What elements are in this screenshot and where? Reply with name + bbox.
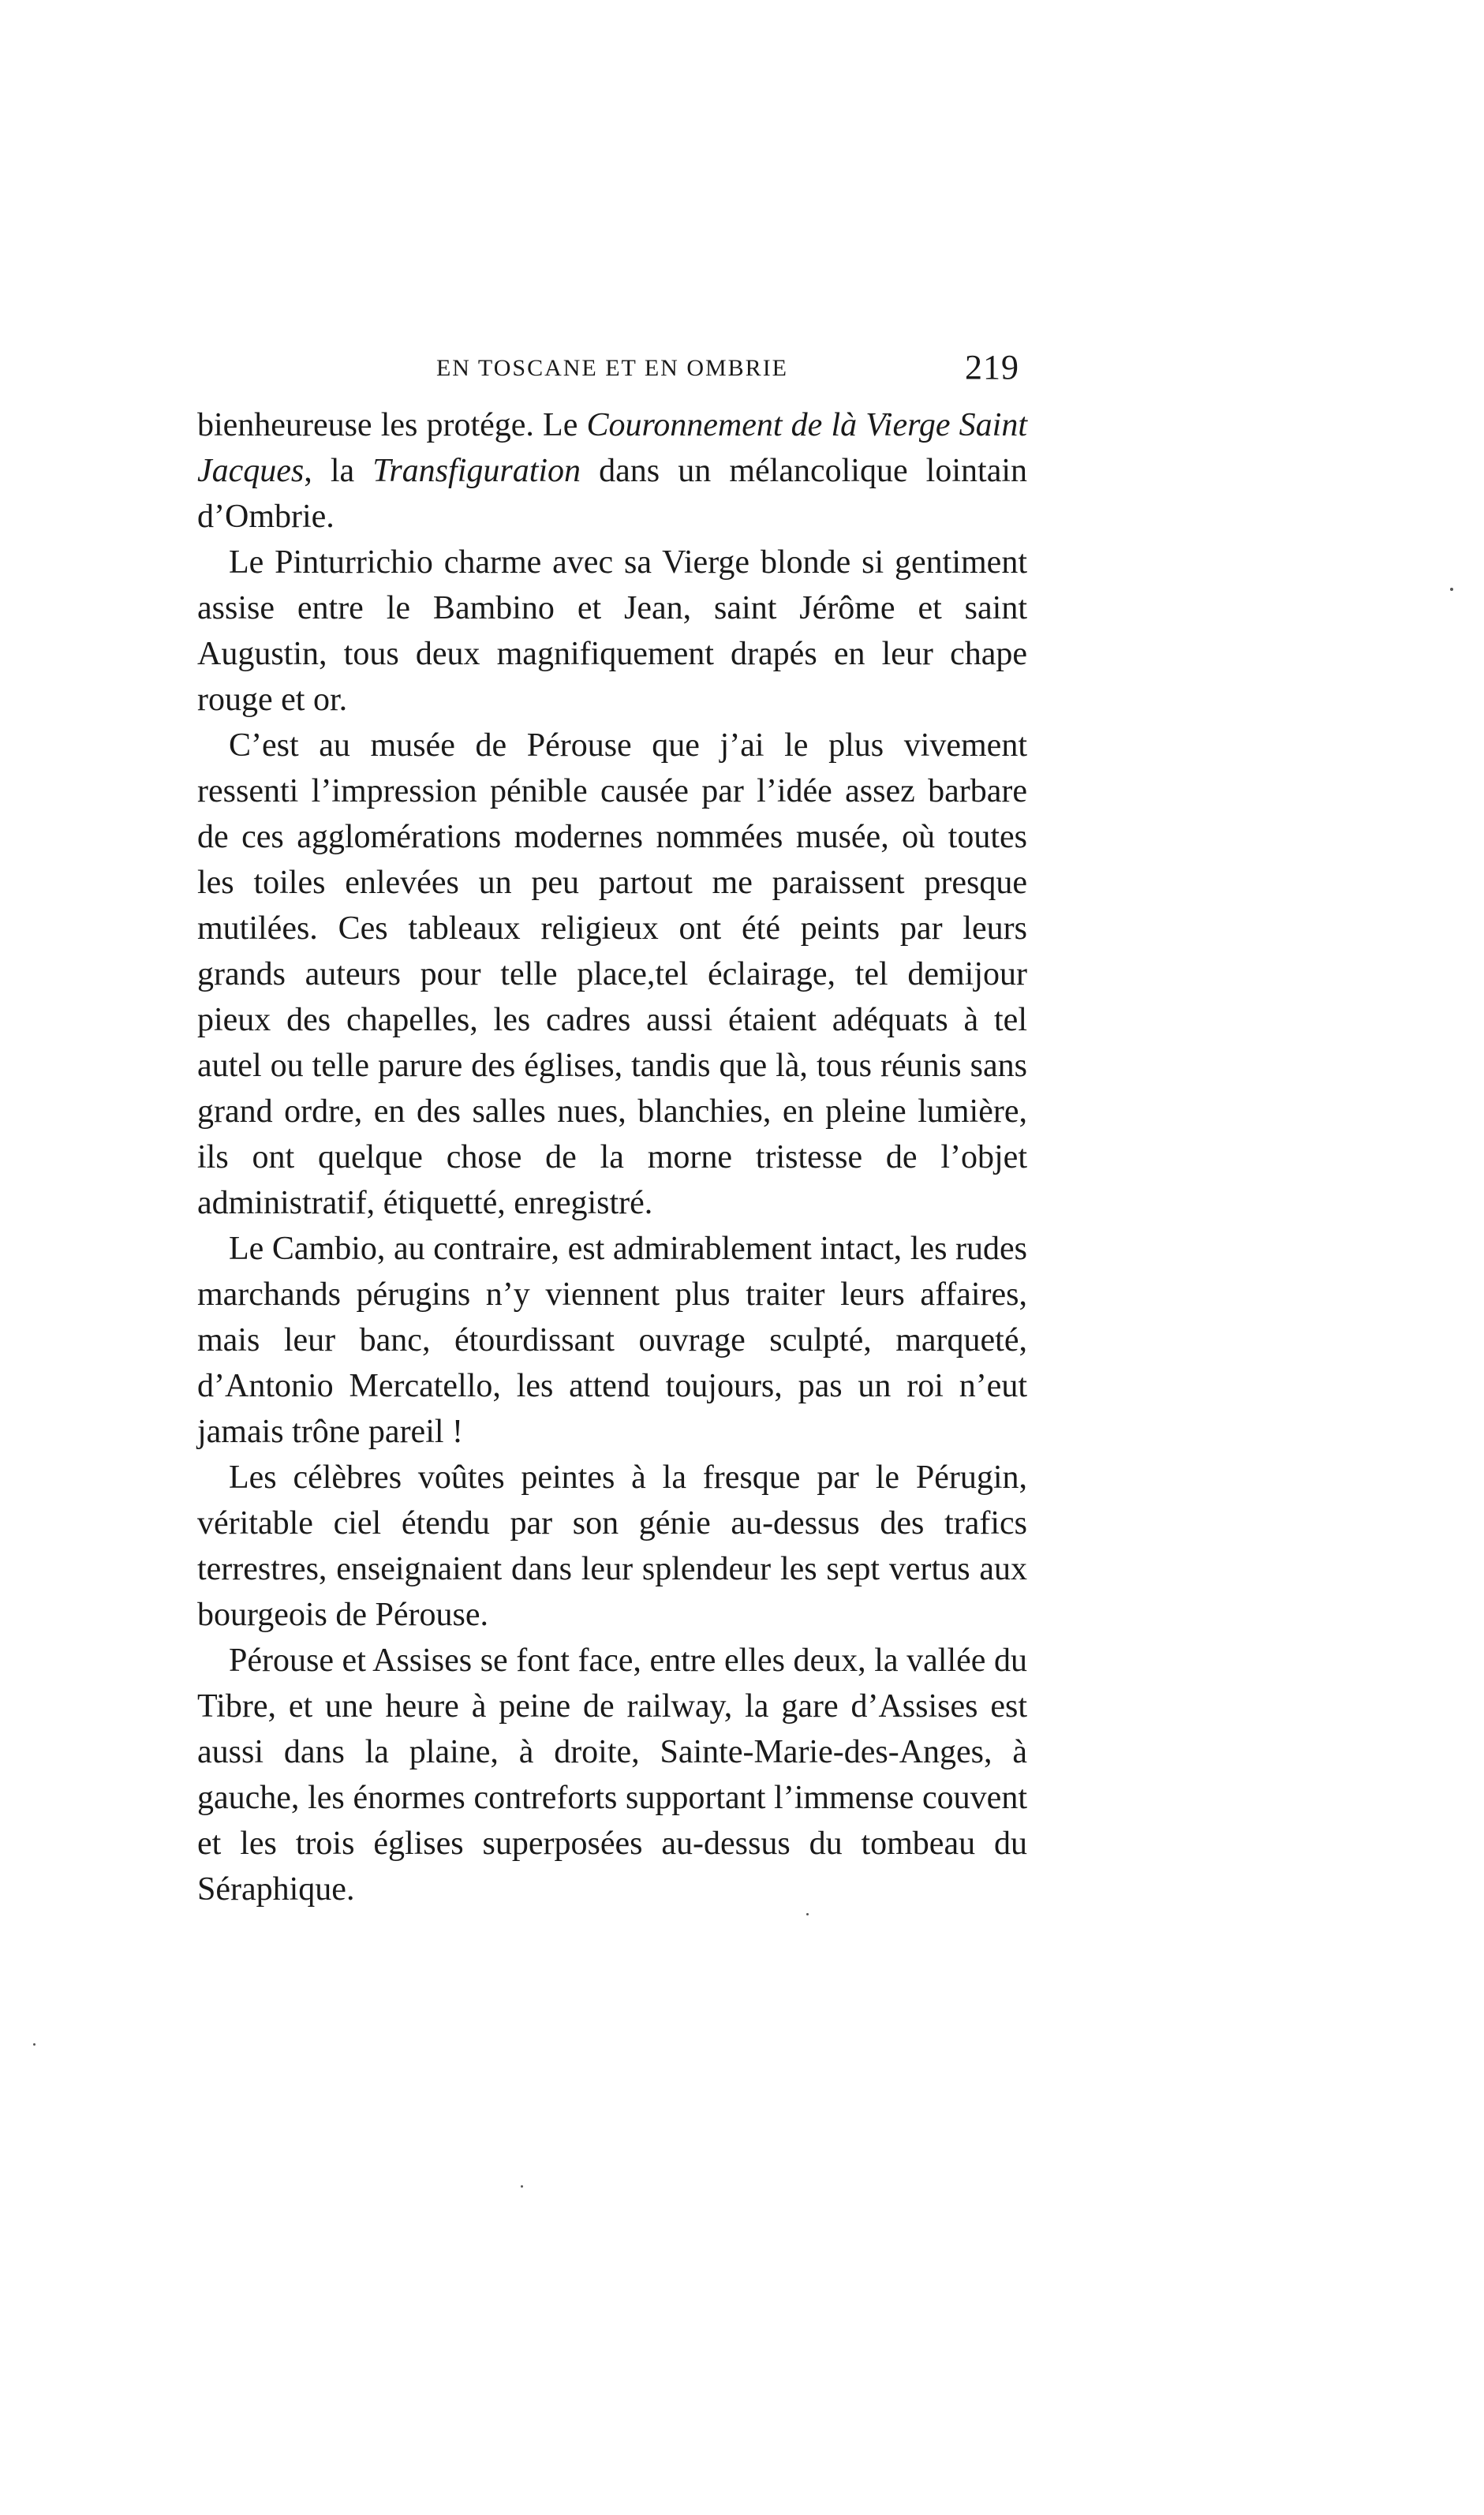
text-run: Le Cambio, au contraire, est admirablement intact, les rudes marchands pérugins n’y viennent plus traiter leurs affaires, mais leur banc, étourdissant ouvrage sculpté, marqueté, d’Antonio Mercatello, les attend toujours, pas un roi n’eut jamais trône pareil ! (197, 1231, 1027, 1450)
text-run-italic: Couronnement de là Vierge Saint Jacques (197, 407, 1027, 489)
paragraph (197, 723, 1027, 1226)
paper-speck (1450, 588, 1453, 591)
paper-speck (806, 1913, 809, 1915)
paragraph (197, 1638, 1027, 1912)
body-text (197, 402, 1027, 1912)
text-run: bienheureuse les protége. Le (197, 407, 587, 443)
text-run: , la (304, 453, 373, 489)
paper-speck (33, 2043, 36, 2046)
text-run: Le Pinturrichio charme avec sa Vierge blonde si gentiment assise entre le Bambino et Jean, saint Jérôme et saint Augustin, tous deux magnifiquement drapés en leur chape rouge et or. (197, 544, 1027, 718)
running-header (197, 347, 1027, 394)
text-run: C’est au musée de Pérouse que j’ai le plus vivement ressenti l’impression pénible causée par l’idée assez barbare de ces agglomérations modernes nommées musée, où toutes les toiles enlevées un peu partout me paraissent presque mutilées. Ces tableaux religieux ont été peints par leurs grands auteurs pour telle place,tel éclairage, tel demijour pieux des chapelles, les cadres aussi étaient adéquats à tel autel ou telle parure des églises, tandis que là, tous réunis sans grand ordre, en des salles nues, blanchies, en pleine lumière, ils ont quelque chose de la morne tristesse de l’objet administratif, étiquetté, enregistré. (197, 727, 1027, 1221)
running-title: EN TOSCANE ET EN OMBRIE (435, 355, 789, 381)
text-run: dans un mélancolique lointain d’Ombrie. (197, 453, 1028, 535)
text-run: Pérouse et Assises se font face, entre elles deux, la vallée du Tibre, et une heure à peine de railway, la gare d’Assises est aussi dans la plaine, à droite, Sainte-Marie-des-Anges, à gauche, les énormes contreforts supportant l’immense couvent et les trois églises superposées au-dessus du tombeau du Séraphique. (197, 1642, 1027, 1908)
paragraph (197, 540, 1027, 723)
paper-speck (521, 2185, 523, 2188)
page-number: 219 (965, 348, 1019, 387)
text-run-italic: Transfiguration (372, 453, 581, 489)
text-run: Les célèbres voûtes peintes à la fresque par le Pérugin, véritable ciel étendu par son génie au-dessus des trafics terrestres, enseignaient dans leur splendeur les sept vertus aux bourgeois de Pérouse. (197, 1459, 1027, 1633)
paragraph (197, 1226, 1027, 1455)
paragraph (197, 1455, 1027, 1638)
paragraph (197, 402, 1027, 540)
